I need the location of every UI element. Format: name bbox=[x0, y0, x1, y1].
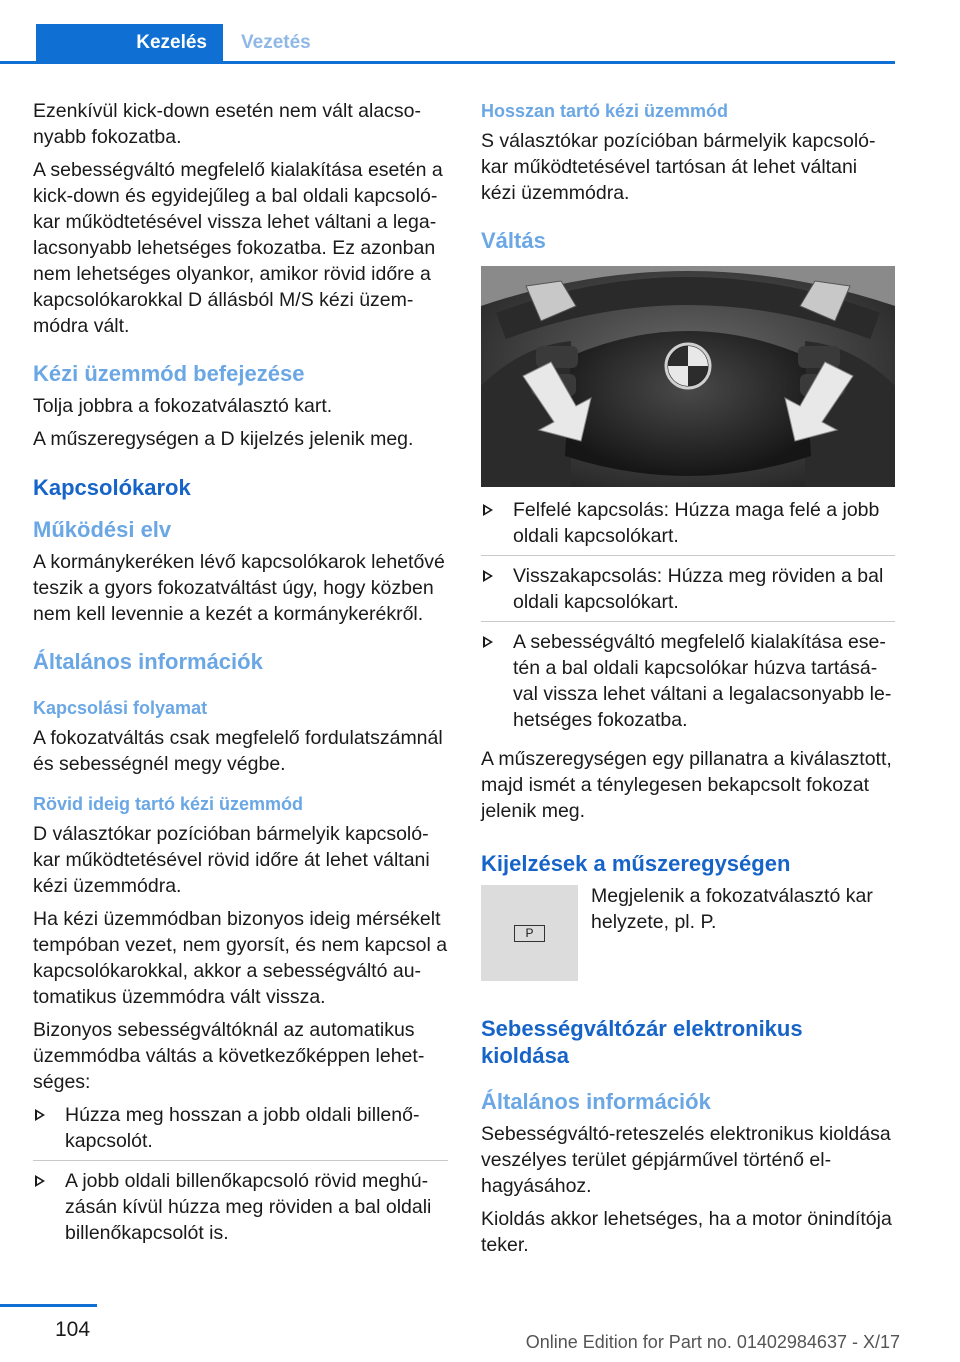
left-column bbox=[33, 98, 448, 1259]
list-item-text: A sebességváltó megfelelő kialakítása esetén a bal oldali kapcsolókar húzva tartásával vissza lehet váltani a legalacsonyabb lehetséges fokozatba. bbox=[513, 631, 892, 731]
heading-altalanos-informaciok: Általános információk bbox=[33, 649, 263, 674]
bullet-list bbox=[33, 1102, 448, 1252]
paragraph: S választókar pozícióban bármelyik kapcsolókar működtetésével tartósan át lehet váltani kézi üzemmódra. bbox=[481, 130, 876, 204]
paragraph: A fokozatváltás csak megfelelő fordulatszámnál és sebességnél megy végbe. bbox=[33, 727, 443, 775]
heading-hosszan-tarto: Hosszan tartó kézi üzemmód bbox=[481, 101, 729, 121]
triangle-bullet-icon bbox=[35, 1175, 45, 1187]
instrument-display-image bbox=[481, 885, 578, 981]
steering-wheel-paddles-image bbox=[481, 266, 895, 487]
heading-altalanos-informaciok-2: Általános információk bbox=[481, 1089, 711, 1114]
list-item-text: Felfelé kapcsolás: Húzza maga felé a jobb oldali kapcsolókart. bbox=[513, 499, 880, 547]
list-item bbox=[33, 1168, 448, 1252]
page-number: 104 bbox=[55, 1318, 91, 1341]
paragraph: A sebességváltó megfelelő kialakítása esetén a kick-down és egyidejűleg a bal oldali kapcsolókar működtetésével vissza lehet váltani a legalacsonyabb lehetséges fokozatba. Ez azonban nem lehetséges olyankor, amikor rövid időre a kapcsolókarokkal D állásból M/S kézi üzemmódra vált. bbox=[33, 159, 443, 337]
heading-mukodesi-elv: Működési elv bbox=[33, 517, 172, 542]
paragraph: Megjelenik a fokozatválasztó kar helyzete, pl. P. bbox=[591, 885, 873, 933]
triangle-bullet-icon bbox=[483, 636, 493, 648]
list-item bbox=[33, 1102, 448, 1161]
paragraph: A műszeregységen egy pillanatra a kiválasztott, majd ismét a ténylegesen bekapcsolt fokozat jelenik meg. bbox=[481, 748, 892, 822]
heading-rovid-ideig: Rövid ideig tartó kézi üzemmód bbox=[33, 794, 304, 814]
list-item-text: Visszakapcsolás: Húzza meg röviden a bal oldali kapcsolókart. bbox=[513, 565, 884, 613]
paragraph: Ezenkívül kick-down esetén nem vált alacsonyabb fokozatba. bbox=[33, 100, 422, 148]
heading-kapcsolasi-folyamat: Kapcsolási folyamat bbox=[33, 698, 208, 718]
triangle-bullet-icon bbox=[483, 504, 493, 516]
paragraph: D választókar pozícióban bármelyik kapcsolókar működtetésével rövid időre át lehet váltani kézi üzemmódra. bbox=[33, 823, 430, 897]
heading-kijelzesek: Kijelzések a műszeregységen bbox=[481, 851, 791, 876]
paragraph: Bizonyos sebességváltóknál az automatikus üzemmódba váltás a következőképpen lehetséges: bbox=[33, 1019, 425, 1093]
gear-indicator-p: P bbox=[514, 925, 545, 942]
heading-kezi-uzemmod-befejezese: Kézi üzemmód befejezése bbox=[33, 361, 305, 386]
list-item-text: Húzza meg hosszan a jobb oldali billenőkapcsolót. bbox=[65, 1104, 420, 1152]
right-column bbox=[481, 98, 895, 1265]
list-item bbox=[481, 563, 895, 622]
footer-edition: Online Edition for Part no. 01402984637 - X/17 bbox=[525, 1332, 900, 1352]
tab-vezetes[interactable]: Vezetés bbox=[241, 32, 311, 53]
heading-sebessegvaltozar: Sebességváltózár elektronikus kioldása bbox=[481, 1016, 803, 1068]
heading-kapcsolokarok: Kapcsolókarok bbox=[33, 475, 191, 500]
paragraph: Ha kézi üzemmódban bizonyos ideig mérsékelt tempóban vezet, nem gyorsít, és nem kapcsol a kapcsolókarokkal, akkor a sebességváltó automatikus üzemmódra vált vissza. bbox=[33, 908, 448, 1008]
paragraph: Tolja jobbra a fokozatválasztó kart. bbox=[33, 395, 333, 417]
paragraph: Kioldás akkor lehetséges, ha a motor önindítója teker. bbox=[481, 1208, 892, 1256]
tab-kezeles[interactable]: Kezelés bbox=[36, 24, 223, 61]
paragraph: Sebességváltó-reteszelés elektronikus kioldása veszélyes terület gépjárművel történő elhagyásához. bbox=[481, 1123, 891, 1197]
heading-valtas: Váltás bbox=[481, 228, 546, 253]
triangle-bullet-icon bbox=[483, 570, 493, 582]
chapter-tabs bbox=[0, 24, 895, 64]
page-number-bar bbox=[0, 1304, 97, 1307]
list-item bbox=[481, 497, 895, 556]
triangle-bullet-icon bbox=[35, 1109, 45, 1121]
paragraph: A kormánykeréken lévő kapcsolókarok lehetővé teszik a gyors fokozatváltást úgy, hogy közben nem kell levennie a kezét a kormánykerékről. bbox=[33, 551, 445, 625]
bullet-list bbox=[481, 497, 895, 739]
list-item bbox=[481, 629, 895, 739]
display-indicator-row bbox=[481, 883, 895, 1001]
paragraph: A műszeregységen a D kijelzés jelenik meg. bbox=[33, 428, 414, 450]
list-item-text: A jobb oldali billenőkapcsoló rövid meghúzásán kívül húzza meg röviden a bal oldali billenőkapcsolót is. bbox=[65, 1170, 432, 1244]
